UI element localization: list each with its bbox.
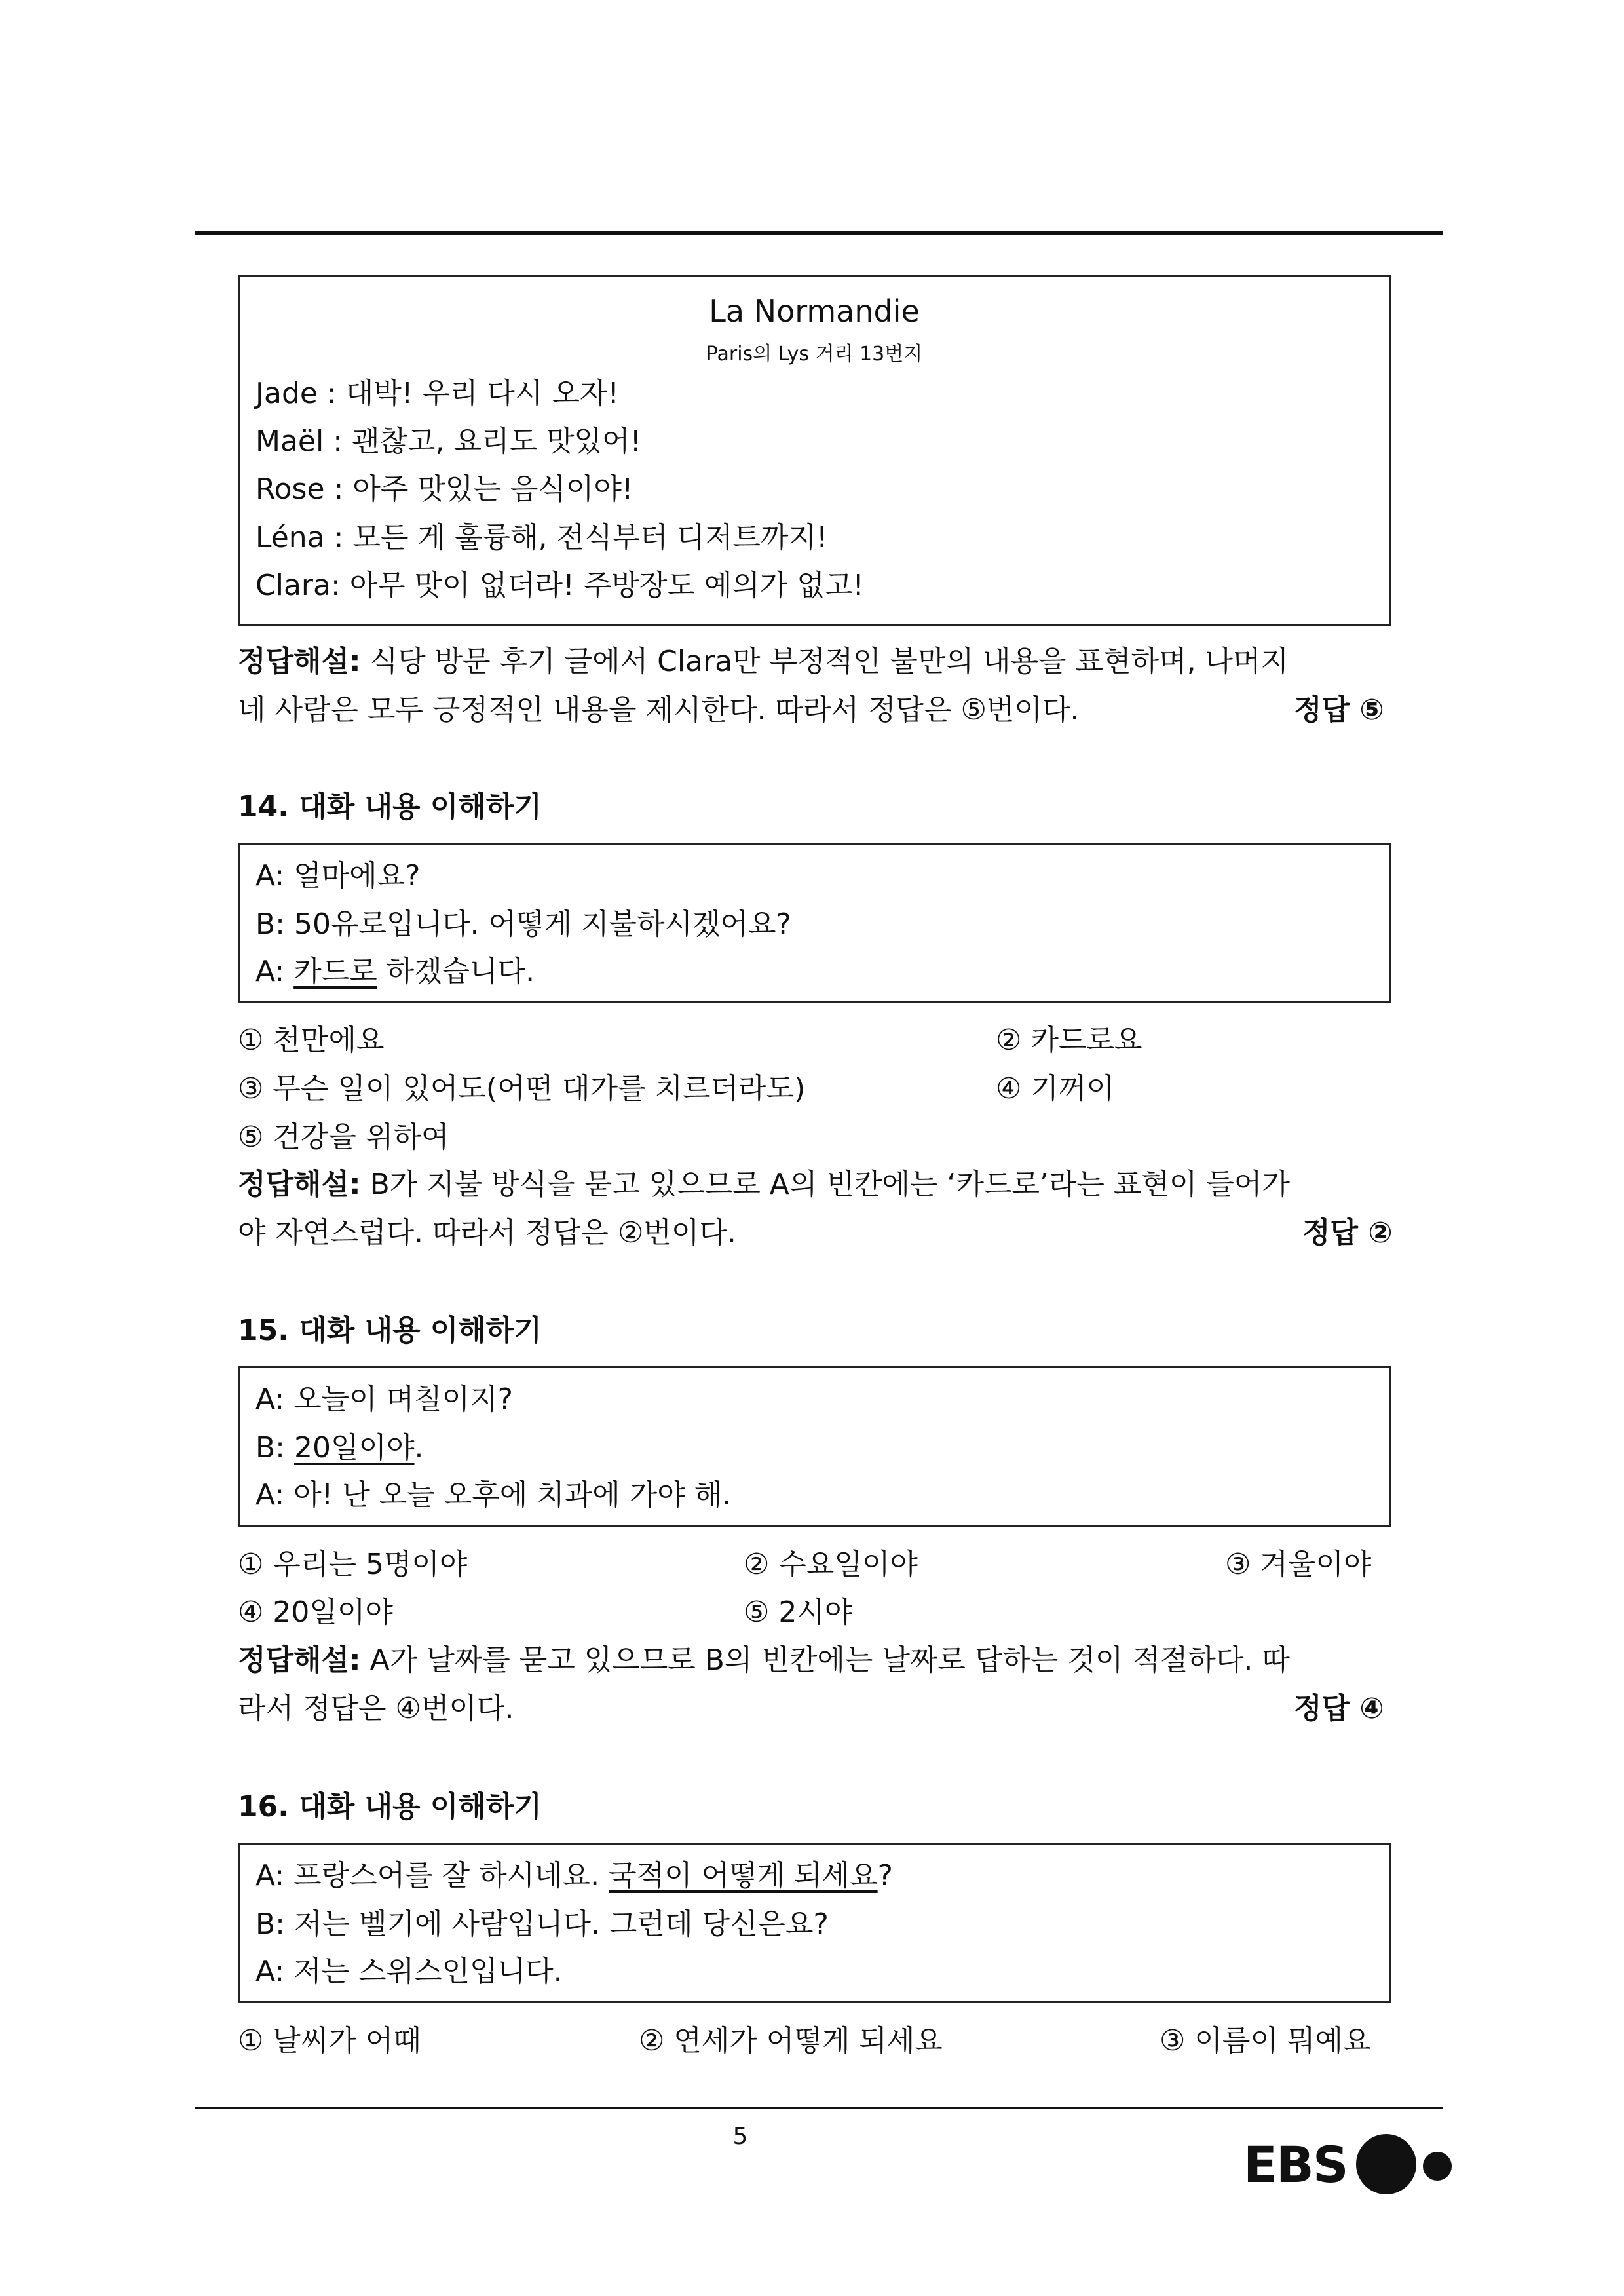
explanation-text: A가 날짜를 묻고 있으므로 B의 빈칸에는 날짜로 답하는 것이 적절하다. 따 [369, 1643, 1290, 1677]
logo-large-dot [1356, 2134, 1416, 2194]
explanation-line: 라서 정답은 ④번이다. [238, 1692, 514, 1725]
reviewer-name: Rose : [255, 472, 344, 506]
reviewer-name: Léna : [255, 521, 344, 554]
reviewer-name: Jade : [255, 377, 337, 410]
explanation-label: 정답해설: [238, 645, 361, 678]
reviewer-name: Maël : [255, 425, 343, 458]
dialogue-text: 얼마에요? [293, 859, 421, 892]
option-4: ④ 20일이야 [238, 1596, 393, 1629]
explanation-line [238, 1642, 1290, 1679]
option-2: ② 연세가 어떻게 되세요 [639, 2024, 943, 2057]
dialogue-text: 저는 스위스인입니다. [293, 1955, 563, 1988]
dialogue-text: 하겠습니다. [377, 955, 535, 988]
dialogue-text: . [414, 1431, 424, 1464]
dialogue-line [255, 906, 791, 943]
dialogue-line [255, 1477, 731, 1514]
review-text: 대박! 우리 다시 오자! [345, 377, 620, 410]
dialogue-text: 프랑스어를 잘 하시네요. [293, 1859, 609, 1892]
explanation-label: 정답해설: [238, 1168, 361, 1201]
dialogue-line [255, 1858, 893, 1894]
dialogue-box [238, 1843, 1391, 2003]
option-3: ③ 무슨 일이 있어도(어떤 대가를 치르더라도) [238, 1072, 806, 1105]
option-4: ④ 기꺼이 [996, 1072, 1114, 1105]
restaurant-address: Paris의 Lys 거리 13번지 [706, 343, 923, 366]
review-text: 모든 게 훌륭해, 전식부터 디저트까지! [352, 521, 828, 554]
dialogue-text: 아! 난 오늘 오후에 치과에 가야 해. [293, 1478, 732, 1512]
speaker-label: B: [255, 1431, 286, 1464]
ebs-logo [1243, 2128, 1460, 2200]
answer-label: 정답 ⑤ [1294, 693, 1384, 727]
question-heading: 16. 대화 내용 이해하기 [238, 1790, 542, 1824]
underlined-blank: 카드로 [293, 955, 377, 988]
underlined-blank: 국적이 어떻게 되세요 [609, 1859, 878, 1892]
dialogue-line [255, 1430, 424, 1466]
explanation-label: 정답해설: [238, 1643, 361, 1677]
review-line [255, 375, 619, 412]
speaker-label: B: [255, 1907, 286, 1941]
dialogue-box [238, 843, 1391, 1003]
answer-label: 정답 ④ [1294, 1692, 1384, 1725]
review-text: 아주 맛있는 음식이야! [352, 472, 633, 506]
speaker-label: A: [255, 1859, 285, 1892]
underlined-blank: 20일이야 [294, 1431, 415, 1464]
speaker-label: A: [255, 1955, 285, 1988]
speaker-label: A: [255, 1383, 285, 1416]
explanation-line [238, 643, 1289, 680]
dialogue-line [255, 1906, 829, 1943]
review-line [255, 567, 864, 604]
review-text: 아무 맛이 없더라! 주방장도 예의가 없고! [349, 569, 865, 602]
logo-text: EBS [1243, 2135, 1348, 2194]
explanation-line: 네 사람은 모두 긍정적인 내용을 제시한다. 따라서 정답은 ⑤번이다. [238, 693, 1080, 727]
option-3: ③ 이름이 뭐예요 [1160, 2024, 1371, 2057]
dialogue-line [255, 858, 421, 894]
speaker-label: A: [255, 1478, 285, 1512]
restaurant-name: La Normandie [709, 294, 920, 329]
option-1: ① 날씨가 어때 [238, 2024, 421, 2057]
restaurant-review-box [238, 275, 1391, 626]
review-line [255, 520, 828, 556]
option-3: ③ 겨울이야 [1225, 1548, 1372, 1581]
option-5: ⑤ 2시야 [744, 1596, 853, 1629]
option-1: ① 우리는 5명이야 [238, 1548, 468, 1581]
dialogue-line [255, 953, 535, 990]
speaker-label: A: [255, 859, 285, 892]
dialogue-text: 오늘이 며칠이지? [293, 1383, 514, 1416]
option-2: ② 수요일이야 [744, 1548, 918, 1581]
question-heading: 15. 대화 내용 이해하기 [238, 1314, 542, 1347]
explanation-line [238, 1166, 1290, 1203]
reviewer-name: Clara: [255, 569, 341, 602]
header-rule [195, 231, 1443, 235]
dialogue-line [255, 1953, 563, 1990]
dialogue-text: 50유로입니다. 어떻게 지불하시겠어요? [294, 908, 791, 941]
page-number: 5 [732, 2123, 748, 2150]
review-text: 괜찮고, 요리도 맛있어! [352, 425, 642, 458]
dialogue-box [238, 1366, 1391, 1527]
option-2: ② 카드로요 [996, 1024, 1142, 1057]
explanation-line: 야 자연스럽다. 따라서 정답은 ②번이다. [238, 1216, 736, 1250]
option-5: ⑤ 건강을 위하여 [238, 1120, 449, 1154]
question-heading: 14. 대화 내용 이해하기 [238, 790, 542, 824]
logo-small-dot [1423, 2152, 1452, 2181]
dialogue-text: 저는 벨기에 사람입니다. 그런데 당신은요? [294, 1907, 829, 1941]
speaker-label: A: [255, 955, 285, 988]
speaker-label: B: [255, 908, 286, 941]
option-1: ① 천만에요 [238, 1024, 385, 1057]
explanation-text: B가 지불 방식을 묻고 있으므로 A의 빈칸에는 ‘카드로’라는 표현이 들어가 [369, 1168, 1290, 1201]
dialogue-line [255, 1381, 513, 1418]
explanation-text: 식당 방문 후기 글에서 Clara만 부정적인 불만의 내용을 표현하며, 나머지 [369, 645, 1289, 678]
dialogue-text: ? [877, 1859, 894, 1892]
footer-rule [195, 2107, 1443, 2109]
review-line [255, 471, 633, 508]
answer-label: 정답 ② [1302, 1216, 1393, 1250]
review-line [255, 423, 641, 460]
